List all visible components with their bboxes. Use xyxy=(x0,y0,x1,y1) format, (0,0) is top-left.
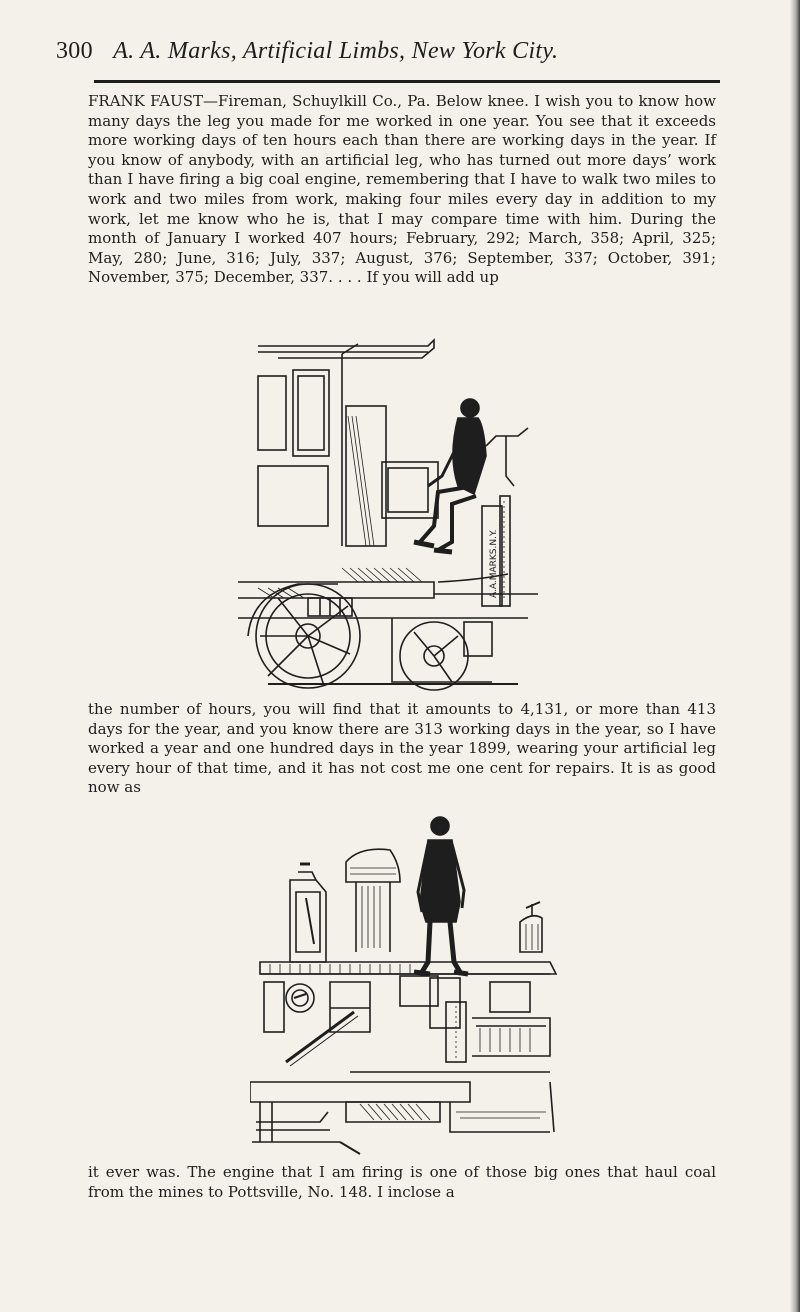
cab-lettering: A.A.MARKS.N.Y. xyxy=(489,529,499,598)
running-head xyxy=(56,38,736,65)
page-edge-shadow xyxy=(790,0,800,1312)
testimonial-paragraph-1: FRANK FAUST—Fireman, Schuylkill Co., Pa. Below knee. I wish you to know how many days the leg you made for me worked in one year. You see that it exceeds more working days of ten hours each than there are working days in the year. If you know of anybody, with an artificial leg, who has turned out more days’ work than I have firing a big coal engine, remembering that I have to walk two miles to work and two miles from work, making four miles every day in addition to my work, let me know who he is, that I may compare time with him. During the month of January I worked 407 hours; February, 292; March, 358; April, 325; May, 280; June, 316; July, 337; August, 376; September, 337; October, 391; November, 375; December, 337. . . . If you will add up xyxy=(88,92,716,287)
locomotive-cab-figure xyxy=(238,336,538,692)
header-rule xyxy=(94,80,720,83)
locomotive-boiler-figure xyxy=(250,812,560,1155)
running-title: A. A. Marks, Artificial Limbs, New York City. xyxy=(113,38,559,64)
page-number: 300 xyxy=(56,38,93,64)
locomotive-boiler-engraving-icon xyxy=(250,812,560,1155)
locomotive-cab-engraving-icon xyxy=(238,336,538,692)
testimonial-paragraph-2: the number of hours, you will find that it amounts to 4,131, or more than 413 days for the year, and you know there are 313 working days in the year, so I have worked a year and one hundred days in the year 1899, wearing your artificial leg every hour of that time, and it has not cost me one cent for repairs. It is as good now as xyxy=(88,700,716,797)
testimonial-paragraph-3: it ever was. The engine that I am firing is one of those big ones that haul coal from the mines to Pottsville, No. 148. I inclose a xyxy=(88,1163,716,1201)
